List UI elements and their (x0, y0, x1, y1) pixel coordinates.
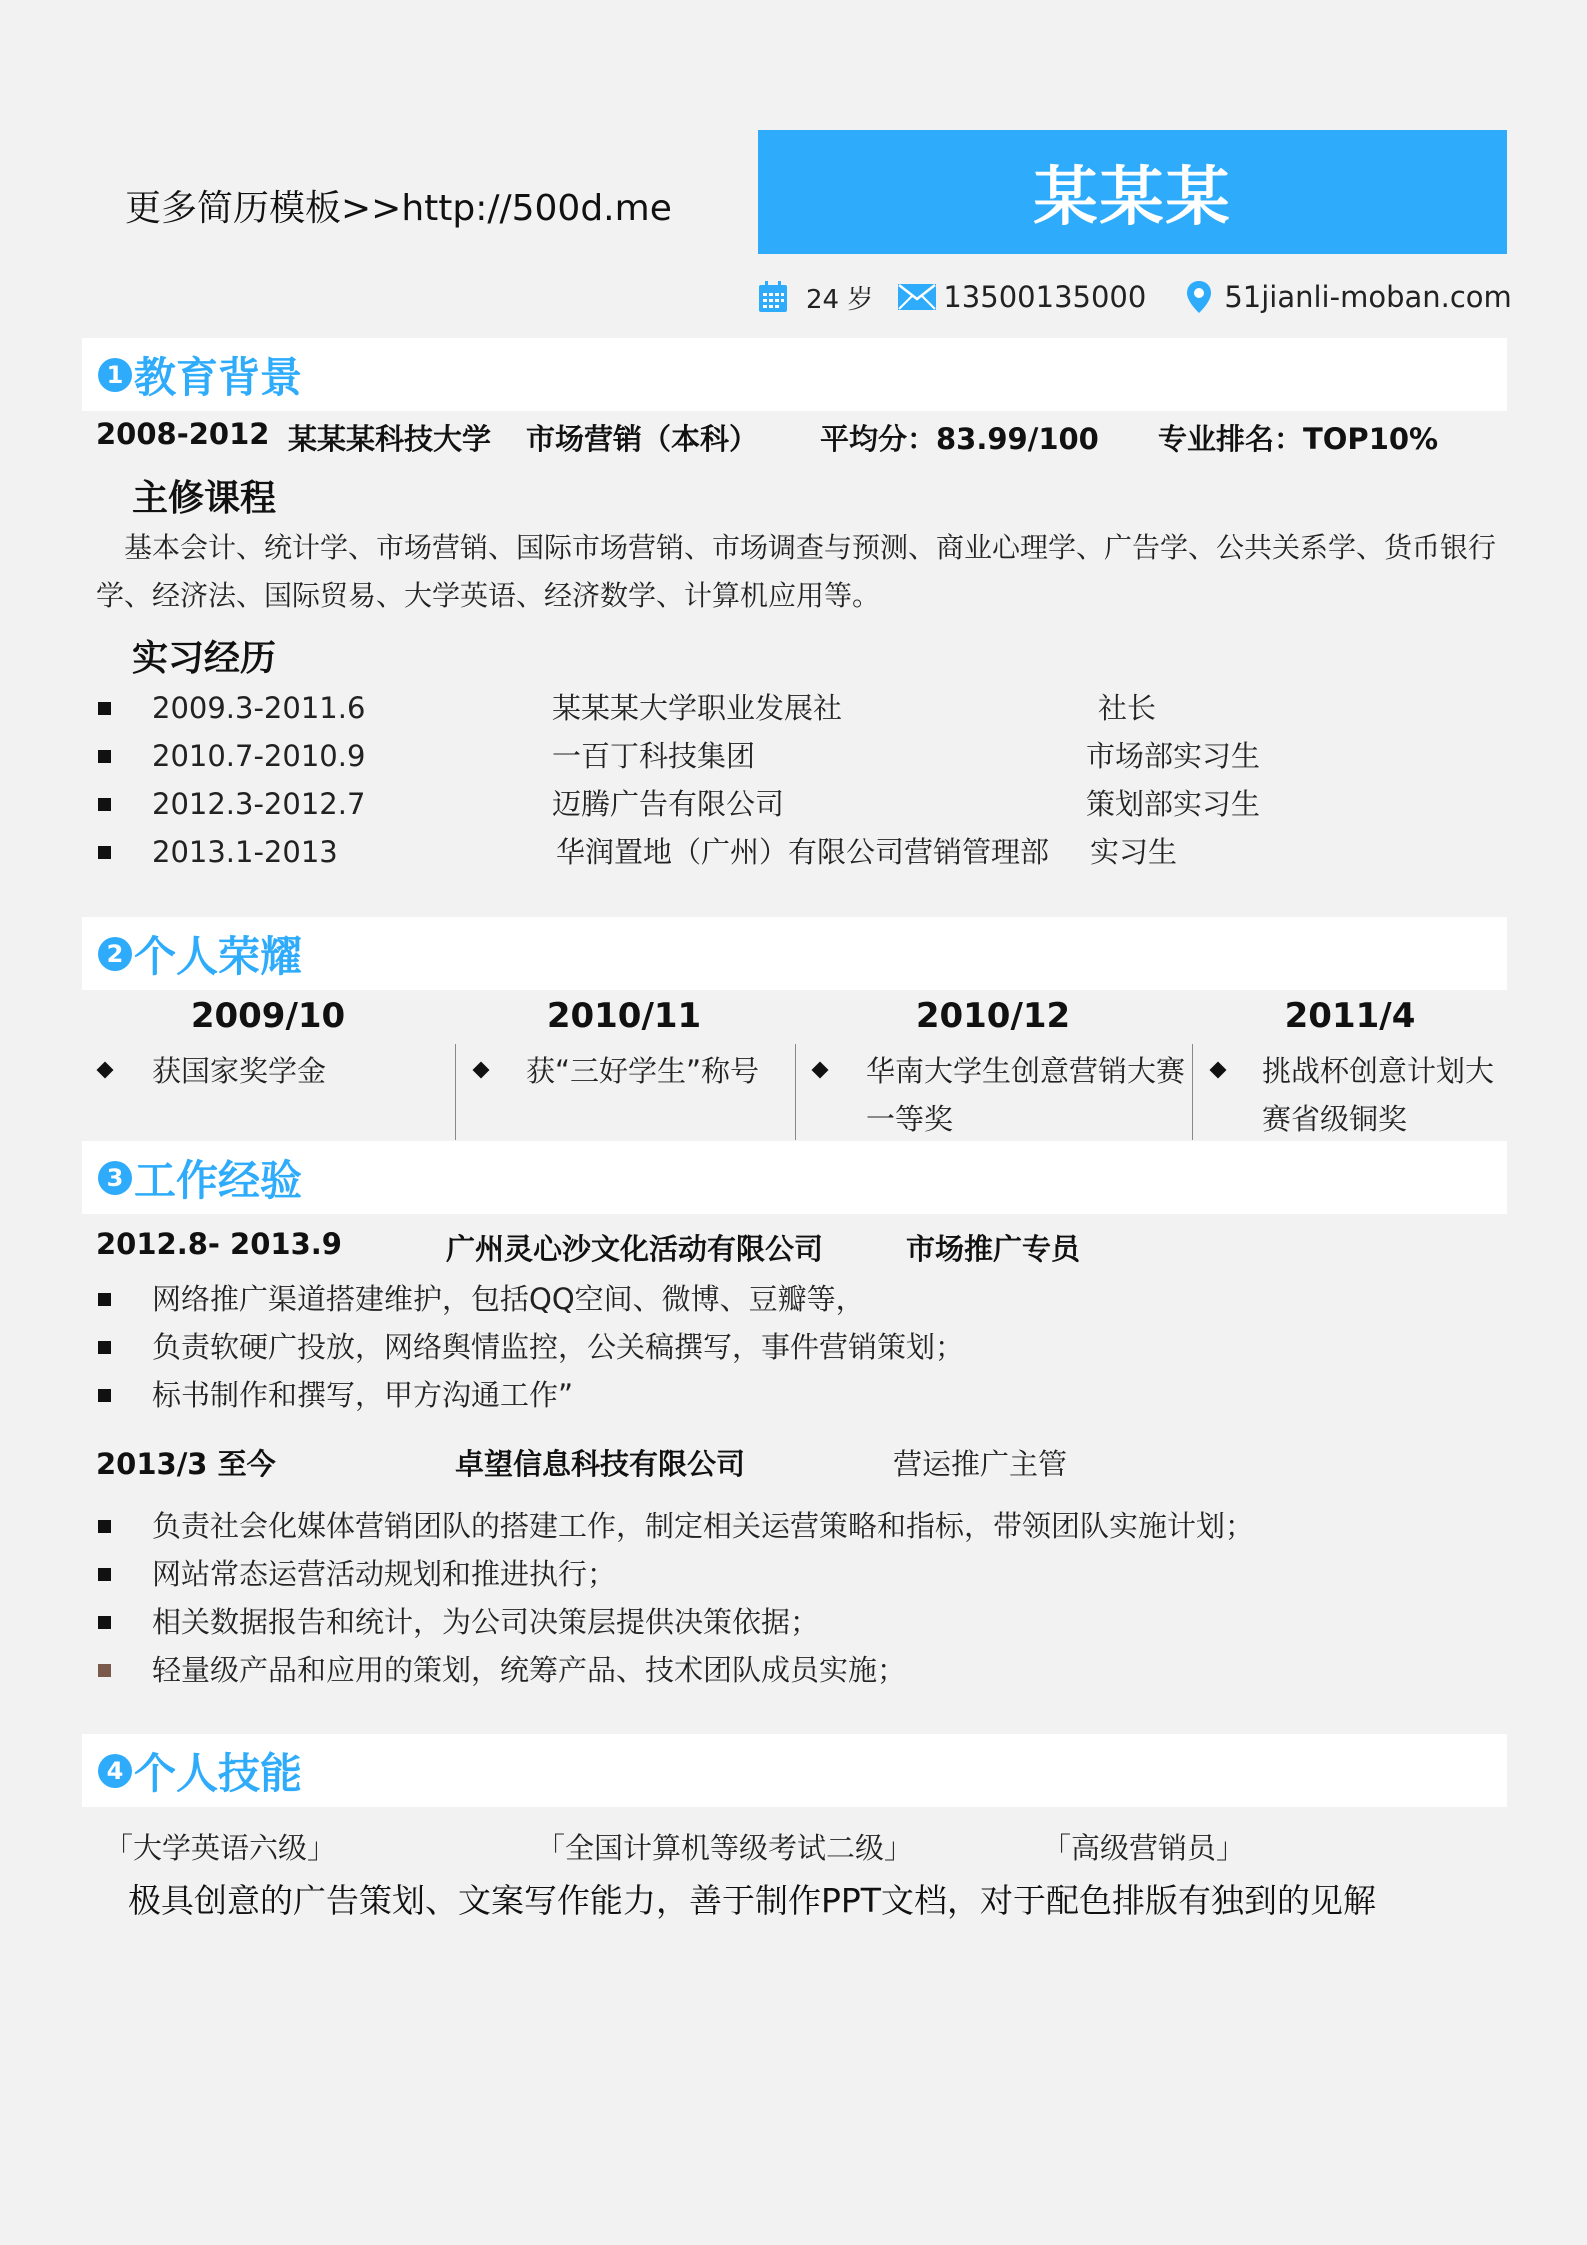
internship-role: 策划部实习生 (1086, 787, 1261, 821)
list-item (96, 1502, 1506, 1550)
website-text[interactable]: 51jianli-moban.com (1224, 280, 1512, 314)
bullet-diamond-icon (1210, 1062, 1227, 1079)
internship-role: 市场部实习生 (1086, 739, 1261, 773)
job-period: 2013/3 至今 (96, 1447, 276, 1481)
section-number-badge: 2 (98, 937, 132, 971)
internship-list (96, 684, 1506, 876)
job-position: 营运推广主管 (893, 1447, 1068, 1481)
phone-text: 13500135000 (943, 280, 1147, 314)
list-item (96, 1598, 1506, 1646)
internship-role: 实习生 (1090, 835, 1178, 869)
duty-text: 负责软硬广投放，网络舆情监控，公关稿撰写，事件营销策划； (152, 1330, 965, 1364)
bullet-square-icon (98, 1389, 111, 1402)
column-divider (795, 1044, 796, 1140)
job-duties-list (96, 1275, 1506, 1419)
job-company: 广州灵心沙文化活动有限公司 (446, 1232, 824, 1266)
skill-cert: 「高级营销员」 (1042, 1831, 1246, 1865)
honor-year: 2010/11 (546, 996, 702, 1036)
list-item (96, 1646, 1506, 1694)
bullet-square-icon (98, 1568, 111, 1581)
duty-text: 网站常态运营活动规划和推进执行； (152, 1557, 617, 1591)
education-school: 某某某科技大学 (288, 422, 492, 456)
bullet-diamond-icon (812, 1062, 829, 1079)
bullet-square-icon (98, 1293, 111, 1306)
skills-summary: 极具创意的广告策划、文案写作能力，善于制作PPT文档，对于配色排版有独到的见解 (128, 1881, 1376, 1920)
education-major: 市场营销（本科） (526, 422, 759, 456)
section-title: 个人荣耀 (134, 931, 303, 981)
list-item (96, 828, 1506, 876)
age-text: 24 岁 (806, 284, 874, 315)
skill-cert: 「全国计算机等级考试二级」 (536, 1831, 914, 1865)
location-pin-icon (1186, 280, 1212, 314)
section-title: 教育背景 (134, 352, 303, 402)
list-item (96, 1550, 1506, 1598)
section-honors-header (82, 917, 1507, 990)
bullet-square-icon (98, 846, 111, 859)
section-title: 工作经验 (134, 1155, 303, 1205)
list-item (96, 780, 1506, 828)
education-period: 2008-2012 (96, 417, 270, 451)
calendar-icon (758, 281, 788, 313)
duty-text: 负责社会化媒体营销团队的搭建工作，制定相关运营策略和指标，带领团队实施计划； (152, 1509, 1255, 1543)
bullet-square-icon (98, 750, 111, 763)
honor-text: 获“三好学生”称号 (526, 1054, 760, 1088)
section-work-header (82, 1141, 1507, 1214)
duty-text: 相关数据报告和统计，为公司决策层提供决策依据； (152, 1605, 820, 1639)
more-templates-link[interactable]: 更多简历模板>>http://500d.me (125, 188, 672, 229)
internship-period: 2009.3-2011.6 (152, 691, 366, 725)
skill-cert: 「大学英语六级」 (104, 1831, 337, 1865)
contact-phone (897, 280, 1146, 314)
name-banner (758, 130, 1507, 254)
contact-website (1186, 280, 1511, 314)
job-period: 2012.8- 2013.9 (96, 1227, 342, 1261)
bullet-square-icon (98, 1341, 111, 1354)
courses-title: 主修课程 (132, 478, 277, 519)
job-duties-list (96, 1502, 1506, 1694)
internship-org: 迈腾广告有限公司 (552, 787, 785, 821)
internship-org: 华润置地（广州）有限公司营销管理部 (556, 835, 1050, 869)
section-number-badge: 3 (98, 1161, 132, 1195)
section-education-header (82, 338, 1507, 411)
duty-text: 网络推广渠道搭建维护，包括QQ空间、微博、豆瓣等， (152, 1282, 865, 1316)
list-item (96, 732, 1506, 780)
contact-row (758, 275, 1512, 319)
section-number-badge: 4 (98, 1754, 132, 1788)
column-divider (1192, 1044, 1193, 1140)
bullet-diamond-icon (473, 1062, 490, 1079)
column-divider (455, 1044, 456, 1140)
honor-text: 华南大学生创意营销大赛一等奖 (866, 1054, 1186, 1136)
mail-icon (897, 283, 937, 311)
bullet-square-icon (98, 702, 111, 715)
list-item (96, 1371, 1506, 1419)
section-skills-header (82, 1734, 1507, 1807)
contact-age (758, 279, 873, 316)
section-number-badge: 1 (98, 358, 132, 392)
internship-org: 一百丁科技集团 (552, 739, 756, 773)
education-gpa: 平均分：83.99/100 (820, 422, 1099, 456)
internship-title: 实习经历 (132, 638, 277, 679)
internship-org: 某某某大学职业发展社 (552, 691, 843, 725)
list-item (96, 684, 1506, 732)
honor-text: 挑战杯创意计划大赛省级铜奖 (1262, 1054, 1495, 1136)
honor-text: 获国家奖学金 (152, 1054, 327, 1088)
duty-text: 轻量级产品和应用的策划，统筹产品、技术团队成员实施； (152, 1653, 907, 1687)
honor-year: 2009/10 (190, 996, 346, 1036)
job-position: 市场推广专员 (906, 1232, 1081, 1266)
bullet-square-icon (98, 1520, 111, 1533)
education-rank: 专业排名：TOP10% (1158, 422, 1439, 456)
honor-year: 2011/4 (1284, 996, 1416, 1036)
bullet-square-icon (98, 1664, 111, 1677)
courses-text: 基本会计、统计学、市场营销、国际市场营销、市场调查与预测、商业心理学、广告学、公共关系学、货币银行学、经济法、国际贸易、大学英语、经济数学、计算机应用等。 (96, 531, 1497, 612)
internship-period: 2013.1-2013 (152, 835, 338, 869)
bullet-diamond-icon (97, 1062, 114, 1079)
bullet-square-icon (98, 798, 111, 811)
list-item (96, 1275, 1506, 1323)
honor-year: 2010/12 (915, 996, 1071, 1036)
duty-text: 标书制作和撰写，甲方沟通工作” (152, 1378, 574, 1412)
internship-period: 2012.3-2012.7 (152, 787, 366, 821)
candidate-name: 某某某 (1033, 161, 1232, 235)
list-item (96, 1323, 1506, 1371)
bullet-square-icon (98, 1616, 111, 1629)
internship-role: 社长 (1098, 691, 1157, 725)
internship-period: 2010.7-2010.9 (152, 739, 366, 773)
job-company: 卓望信息科技有限公司 (455, 1447, 746, 1481)
section-title: 个人技能 (134, 1748, 303, 1798)
